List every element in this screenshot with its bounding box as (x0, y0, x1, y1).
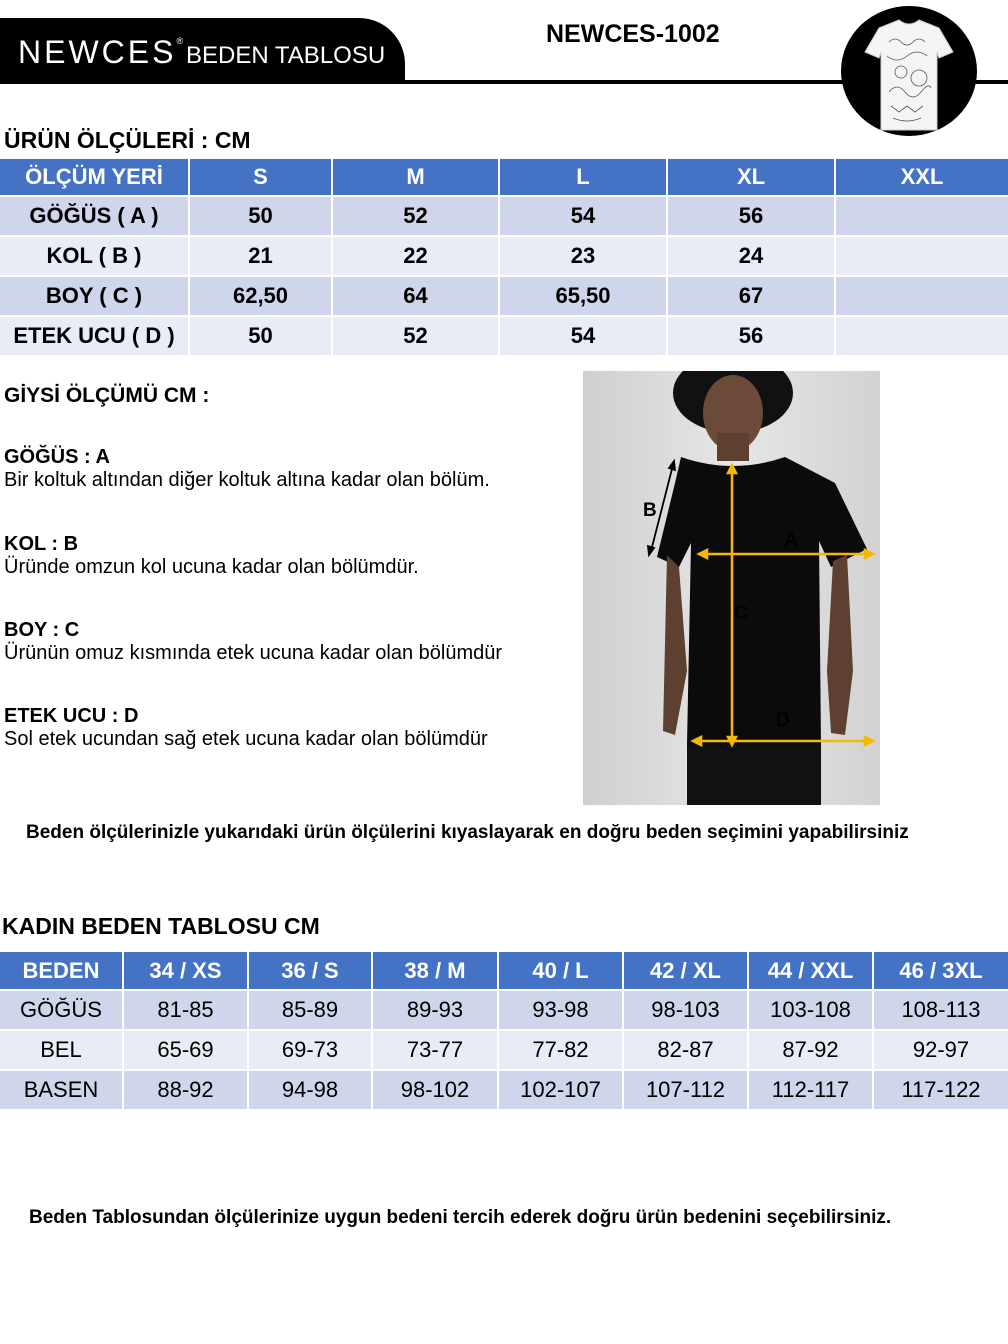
cell: 92-97 (874, 1031, 1008, 1069)
cell: 93-98 (499, 991, 622, 1029)
column-header: 42 / XL (624, 952, 747, 989)
product-code: NEWCES-1002 (546, 20, 720, 48)
photo-label-b: B (643, 500, 657, 521)
model-photo (583, 371, 880, 805)
cell: 67 (668, 277, 834, 315)
column-header: XL (668, 159, 834, 195)
table-row (0, 991, 1008, 1029)
guide-item-label: ETEK UCU : D (4, 705, 139, 727)
cell: 77-82 (499, 1031, 622, 1069)
cell: 82-87 (624, 1031, 747, 1069)
table-row (0, 277, 1008, 315)
cell: 102-107 (499, 1071, 622, 1109)
comparison-note: Beden ölçülerinizle yukarıdaki ürün ölçülerini kıyaslayarak en doğru beden seçimini yapabilirsiniz (26, 822, 909, 843)
guide-item-label: KOL : B (4, 533, 79, 555)
cell: 21 (190, 237, 331, 275)
cell: 65,50 (500, 277, 666, 315)
cell: 52 (333, 197, 498, 235)
row-label: BEL (0, 1031, 122, 1069)
column-header: M (333, 159, 498, 195)
cell: 56 (668, 197, 834, 235)
brand-logo: NEWCES® (18, 34, 184, 70)
column-header: ÖLÇÜM YERİ (0, 159, 188, 195)
guide-item-length (4, 619, 502, 665)
cell: 94-98 (249, 1071, 371, 1109)
cell: 23 (500, 237, 666, 275)
header-subtitle: BEDEN TABLOSU (186, 42, 386, 69)
column-header: 40 / L (499, 952, 622, 989)
cell: 98-102 (373, 1071, 497, 1109)
column-header: BEDEN (0, 952, 122, 989)
guide-item-label: GÖĞÜS : A (4, 446, 110, 468)
guide-item-text: Bir koltuk altından diğer koltuk altına kadar olan bölüm. (4, 469, 490, 491)
row-label: GÖĞÜS ( A ) (0, 197, 188, 235)
cell: 50 (190, 317, 331, 355)
table-row (0, 1071, 1008, 1109)
column-header: L (500, 159, 666, 195)
table-row (0, 237, 1008, 275)
row-label: BASEN (0, 1071, 122, 1109)
cell: 73-77 (373, 1031, 497, 1069)
photo-label-a: A (784, 530, 798, 551)
cell: 22 (333, 237, 498, 275)
product-thumbnail (841, 6, 977, 136)
table-row (0, 197, 1008, 235)
cell: 69-73 (249, 1031, 371, 1069)
row-label: KOL ( B ) (0, 237, 188, 275)
guide-item-chest (4, 446, 490, 492)
cell: 81-85 (124, 991, 247, 1029)
women-table-title: KADIN BEDEN TABLOSU CM (2, 913, 320, 939)
cell: 112-117 (749, 1071, 872, 1109)
cell (836, 237, 1008, 275)
cell: 56 (668, 317, 834, 355)
photo-label-c: C (734, 603, 748, 624)
guide-item-text: Sol etek ucundan sağ etek ucuna kadar olan bölümdür (4, 728, 488, 750)
cell: 89-93 (373, 991, 497, 1029)
cell: 103-108 (749, 991, 872, 1029)
cell: 50 (190, 197, 331, 235)
cell (836, 197, 1008, 235)
cell: 87-92 (749, 1031, 872, 1069)
row-label: GÖĞÜS (0, 991, 122, 1029)
row-label: ETEK UCU ( D ) (0, 317, 188, 355)
table-row (0, 1031, 1008, 1069)
cell (836, 317, 1008, 355)
cell: 88-92 (124, 1071, 247, 1109)
guide-item-text: Ürünün omuz kısmında etek ucuna kadar olan bölümdür (4, 642, 503, 664)
product-table-title: ÜRÜN ÖLÇÜLERİ : CM (4, 127, 251, 153)
guide-item-hem (4, 705, 488, 751)
guide-item-text: Üründe omzun kol ucuna kadar olan bölümdür. (4, 556, 419, 578)
column-header: 34 / XS (124, 952, 247, 989)
cell: 24 (668, 237, 834, 275)
women-size-table (0, 950, 1008, 1111)
cell: 108-113 (874, 991, 1008, 1029)
guide-item-label: BOY : C (4, 619, 80, 641)
cell (836, 277, 1008, 315)
size-advice-note: Beden Tablosundan ölçülerinize uygun bedeni tercih ederek doğru ürün bedenini seçebilirsiniz. (29, 1207, 892, 1228)
column-header: S (190, 159, 331, 195)
column-header: 38 / M (373, 952, 497, 989)
cell: 64 (333, 277, 498, 315)
cell: 52 (333, 317, 498, 355)
guide-item-sleeve (4, 533, 419, 579)
measure-guide-title: GİYSİ ÖLÇÜMÜ CM : (4, 384, 210, 407)
column-header: XXL (836, 159, 1008, 195)
table-row (0, 317, 1008, 355)
row-label: BOY ( C ) (0, 277, 188, 315)
cell: 54 (500, 197, 666, 235)
column-header: 36 / S (249, 952, 371, 989)
cell: 54 (500, 317, 666, 355)
cell: 62,50 (190, 277, 331, 315)
product-measurements-table (0, 157, 1008, 357)
cell: 85-89 (249, 991, 371, 1029)
photo-label-d: D (776, 710, 790, 731)
cell: 107-112 (624, 1071, 747, 1109)
cell: 98-103 (624, 991, 747, 1029)
cell: 65-69 (124, 1031, 247, 1069)
column-header: 44 / XXL (749, 952, 872, 989)
cell: 117-122 (874, 1071, 1008, 1109)
column-header: 46 / 3XL (874, 952, 1008, 989)
